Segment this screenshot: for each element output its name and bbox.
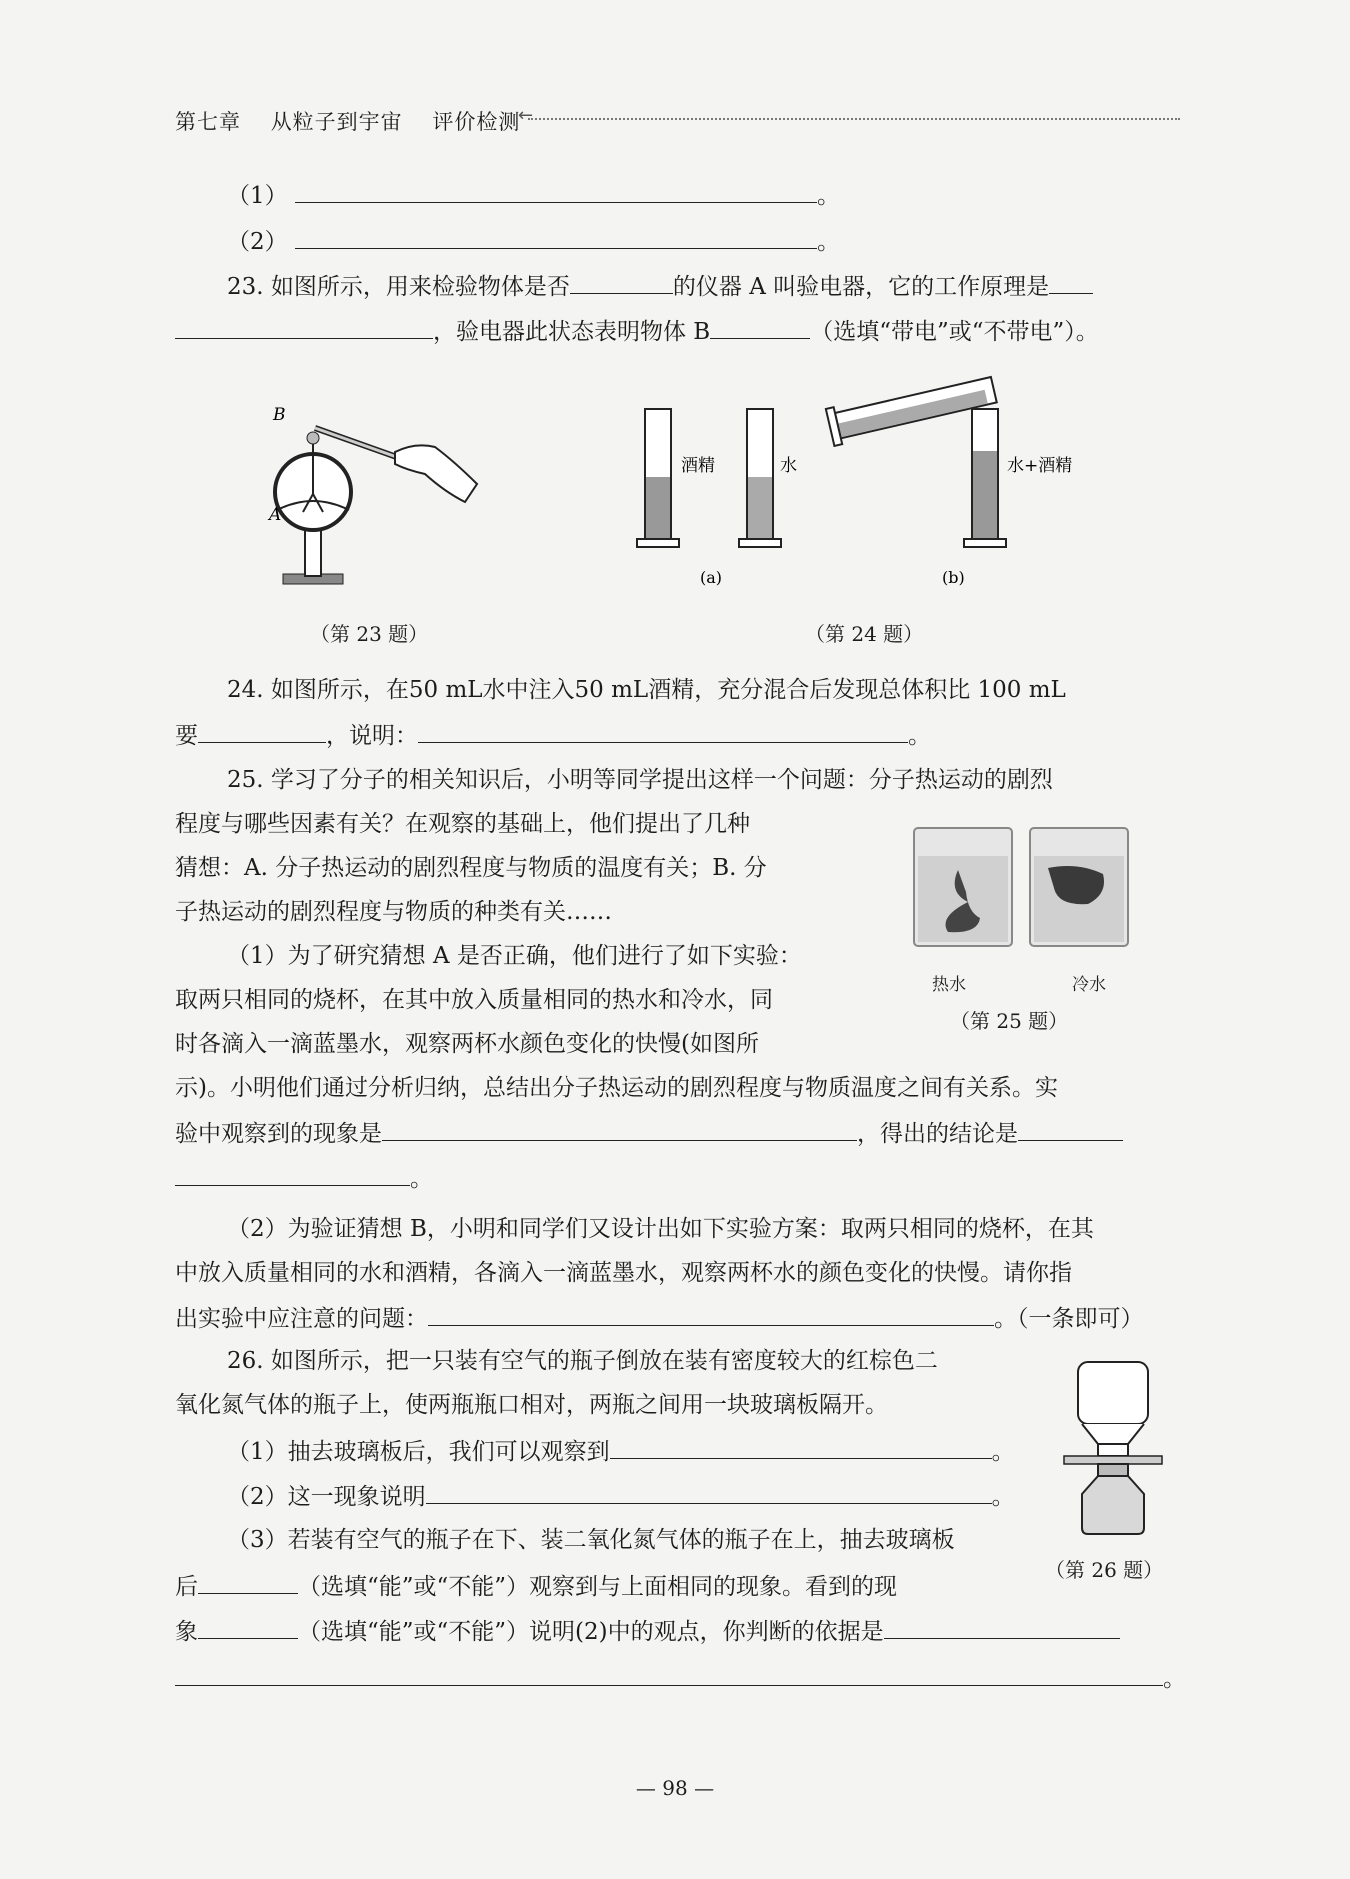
caption-fig24: （第 24 题） bbox=[805, 622, 924, 646]
q25-line5: （1）为了研究猜想 A 是否正确，他们进行了如下实验： bbox=[227, 943, 802, 969]
chapter-title: 从粒子到宇宙 bbox=[270, 110, 403, 134]
q25-line12: 中放入质量相同的水和酒精，各滴入一滴蓝墨水，观察两杯水的颜色变化的快慢。请你指 bbox=[175, 1260, 1072, 1286]
answer-blank[interactable] bbox=[175, 1655, 1163, 1686]
q25-line9: 验中观察到的现象是 ，得出的结论是 bbox=[175, 1110, 1180, 1156]
q25-line10: 。 bbox=[175, 1155, 1180, 1201]
q25-line2: 程度与哪些因素有关？在观察的基础上，他们提出了几种 bbox=[175, 811, 750, 837]
header-divider bbox=[528, 118, 1180, 120]
q24-line2: 要 ，说明： 。 bbox=[175, 712, 1180, 758]
cylinders-figure bbox=[625, 395, 1085, 595]
answer-blank[interactable] bbox=[382, 1110, 857, 1141]
ink-diffusion-photo bbox=[908, 822, 1138, 962]
caption-fig25: （第 25 题） bbox=[950, 1009, 1069, 1033]
q24-line1: 24. 如图所示，在50 mL水中注入50 mL酒精，充分混合后发现总体积比 100 mL bbox=[227, 677, 1066, 703]
label-B: B bbox=[273, 405, 286, 425]
answer-blank[interactable] bbox=[428, 1295, 994, 1326]
q26-line6: 后 （选填“能”或“不能”）观察到与上面相同的现象。看到的现 bbox=[175, 1563, 1180, 1609]
answer-blank[interactable] bbox=[198, 712, 326, 743]
q25-line7: 时各滴入一滴蓝墨水，观察两杯水颜色变化的快慢(如图所 bbox=[175, 1031, 759, 1057]
arrow-left-icon: ← bbox=[518, 105, 534, 126]
two-bottles-figure bbox=[1060, 1358, 1170, 1538]
answer-blank[interactable] bbox=[175, 308, 433, 339]
caption-fig26: （第 26 题） bbox=[1045, 1558, 1164, 1582]
caption-fig23: （第 23 题） bbox=[310, 622, 429, 646]
q26-line1: 26. 如图所示，把一只装有空气的瓶子倒放在装有密度较大的红棕色二 bbox=[227, 1348, 938, 1374]
answer-blank[interactable] bbox=[198, 1608, 298, 1639]
q26-line3: （1）抽去玻璃板后，我们可以观察到 。 bbox=[175, 1428, 1180, 1474]
label-water: 水 bbox=[780, 456, 797, 476]
answer-blank[interactable] bbox=[884, 1608, 1120, 1639]
page-number: — 98 — bbox=[635, 1776, 715, 1800]
answer-blank[interactable] bbox=[1049, 263, 1093, 294]
label-b: (b) bbox=[942, 568, 965, 587]
q26-line7: 象 （选填“能”或“不能”）说明(2)中的观点，你判断的依据是 bbox=[175, 1608, 1180, 1654]
section-title: 评价检测 bbox=[432, 110, 521, 134]
page-header bbox=[175, 106, 542, 136]
q25-line11: （2）为验证猜想 B，小明和同学们又设计出如下实验方案：取两只相同的烧杯，在其 bbox=[227, 1216, 1094, 1242]
q25-line6: 取两只相同的烧杯，在其中放入质量相同的热水和冷水，同 bbox=[175, 987, 773, 1013]
q25-line1: 25. 学习了分子的相关知识后，小明等同学提出这样一个问题：分子热运动的剧烈 bbox=[227, 767, 1053, 793]
electroscope-figure bbox=[255, 405, 485, 592]
q26-line4: （2）这一现象说明 。 bbox=[175, 1473, 1180, 1519]
q23-line2: ，验电器此状态表明物体 B （选填“带电”或“不带电”）。 bbox=[175, 308, 1180, 354]
label-mix: 水+酒精 bbox=[1007, 456, 1073, 476]
label-cold-water: 冷水 bbox=[1072, 975, 1106, 995]
q26-line5: （3）若装有空气的瓶子在下、装二氧化氮气体的瓶子在上，抽去玻璃板 bbox=[227, 1527, 955, 1553]
answer-blank[interactable] bbox=[610, 1428, 992, 1459]
q26-line2: 氧化氮气体的瓶子上，使两瓶瓶口相对，两瓶之间用一块玻璃板隔开。 bbox=[175, 1392, 888, 1418]
answer-blank[interactable] bbox=[570, 263, 673, 294]
q25-line8: 示)。小明他们通过分析归纳，总结出分子热运动的剧烈程度与物质温度之间有关系。实 bbox=[175, 1075, 1058, 1101]
answer-blank[interactable] bbox=[426, 1473, 992, 1504]
answer-blank[interactable] bbox=[295, 172, 817, 203]
label-A: A bbox=[269, 505, 282, 525]
q25-line13: 出实验中应注意的问题： 。（一条即可） bbox=[175, 1295, 1180, 1341]
label-hot-water: 热水 bbox=[932, 975, 966, 995]
label-alcohol: 酒精 bbox=[681, 456, 715, 476]
answer-blank[interactable] bbox=[710, 308, 810, 339]
label-a: (a) bbox=[700, 568, 723, 587]
q22-item2: （2） 。 bbox=[175, 218, 1180, 264]
q25-line3: 猜想：A. 分子热运动的剧烈程度与物质的温度有关；B. 分 bbox=[175, 855, 767, 881]
answer-blank[interactable] bbox=[418, 712, 908, 743]
answer-blank[interactable] bbox=[198, 1563, 298, 1594]
answer-blank[interactable] bbox=[295, 218, 817, 249]
q25-line4: 子热运动的剧烈程度与物质的种类有关…… bbox=[175, 899, 612, 925]
q22-item1: （1） 。 bbox=[175, 172, 1180, 218]
q26-line8: 。 bbox=[175, 1655, 1180, 1701]
chapter-number: 第七章 bbox=[175, 110, 241, 134]
answer-blank[interactable] bbox=[1018, 1110, 1123, 1141]
q23-line1: 23. 如图所示，用来检验物体是否 的仪器 A 叫验电器，它的工作原理是 bbox=[175, 263, 1180, 309]
answer-blank[interactable] bbox=[175, 1155, 410, 1186]
